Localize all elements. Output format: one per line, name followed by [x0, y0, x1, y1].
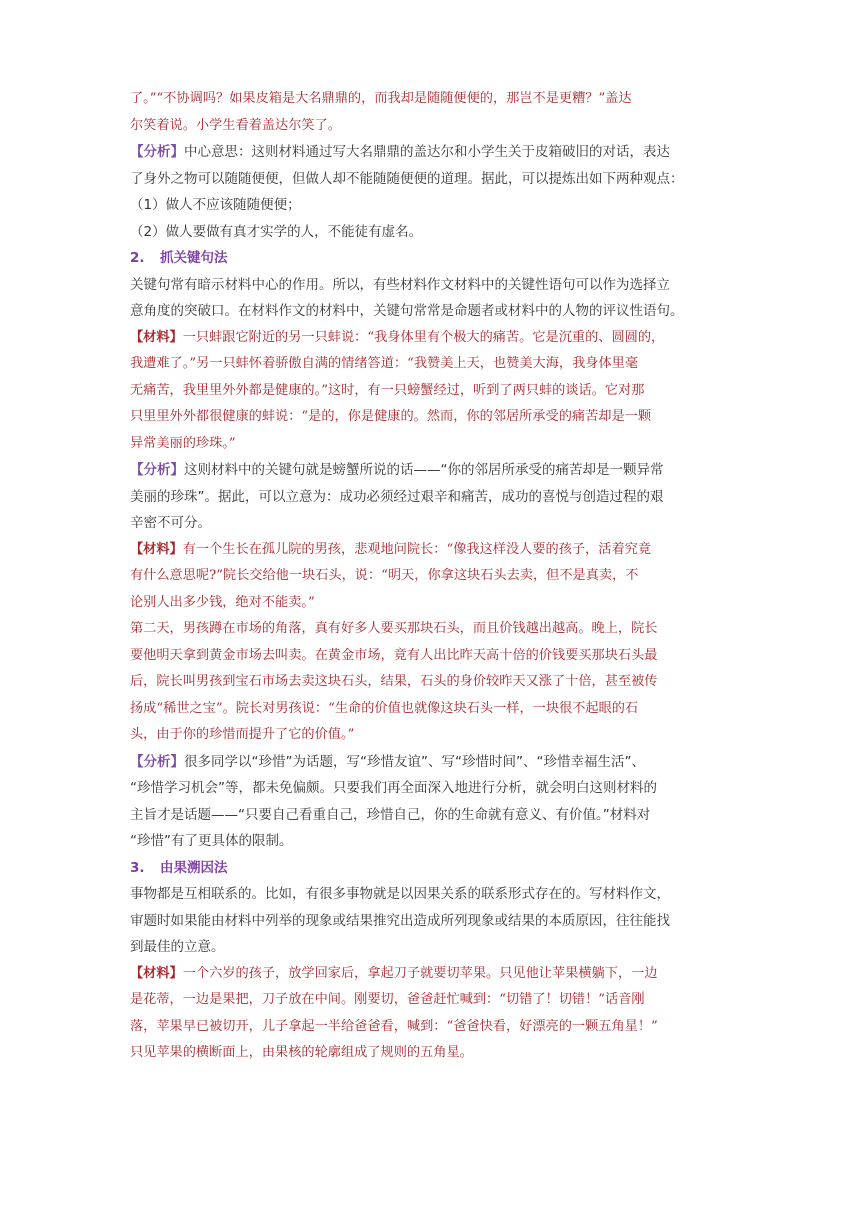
material-text: 有一个生长在孤儿院的男孩，悲观地问院长：“像我这样没人要的孩子，活着究竟	[182, 541, 652, 557]
material-paragraph	[130, 537, 734, 564]
material-text: 了。”“不协调吗？如果皮箱是大名鼎鼎的，而我却是随随便便的，那岂不是更糟？”盖达	[130, 91, 632, 106]
material-text: 头，由于你的珍惜而提升了它的价值。”	[130, 727, 355, 742]
analysis-text: 辛密不可分。	[130, 515, 211, 531]
analysis-paragraph	[130, 749, 734, 776]
material-text: 一个六岁的孩子，放学回家后，拿起刀子就要切苹果。只见他让苹果横躺下，一边	[182, 965, 658, 981]
analysis-text: “珍惜”有了更具体的限制。	[130, 833, 293, 849]
material-text: 有什么意思呢?”院长交给他一块石头，说：“明天，你拿这块石头去卖，但不是真卖，不	[130, 568, 639, 583]
analysis-tag: 【分析】	[130, 753, 184, 770]
material-text: 扬成“稀世之宝”。院长对男孩说：“生命的价值也就像这块石头一样，一块很不起眼的石	[130, 700, 639, 716]
section-title: 由果溯因法	[160, 859, 228, 876]
material-text: 尔笑着说。小学生看着盖达尔笑了。	[130, 117, 341, 133]
material-text: 无痛苦，我里里外外都是健康的。”这时，有一只螃蟹经过，听到了两只蚌的谈话。它对那	[130, 382, 645, 398]
material-text: 第二天，男孩蹲在市场的角落，真有好多人要买那块石头，而且价钱越出越高。晚上，院长	[130, 621, 658, 636]
material-paragraph	[130, 961, 734, 988]
body-text: 审题时如果能由材料中列举的现象或结果推究出造成所列现象或结果的本质原因，往往能找	[130, 912, 670, 929]
body-text: 意角度的突破口。在材料作文的材料中，关键句常常是命题者或材料中的人物的评议性语句。	[130, 303, 684, 319]
analysis-text: “珍惜学习机会”等，都未免偏颇。只要我们再全面深入地进行分析，就会明白这则材料的	[130, 780, 657, 796]
material-text: 异常美丽的珍珠。”	[130, 435, 236, 451]
section-number: 2.	[130, 250, 145, 266]
section-heading	[130, 855, 734, 882]
analysis-text: 很多同学以“珍惜”为话题，写“珍惜友谊”、写“珍惜时间”、“珍惜幸福生活”、	[184, 753, 645, 770]
analysis-text: 主旨才是话题——“只要自己看重自己，珍惜自己，你的生命就有意义、有价值。”材料对	[130, 806, 651, 823]
section-heading	[130, 245, 734, 272]
viewpoint-item: （2）做人要做有真才实学的人，不能徒有虚名。	[130, 223, 423, 240]
analysis-text: 了身外之物可以随随便便，但做人却不能随随便便的道理。据此，可以提炼出如下两种观点：	[130, 170, 684, 187]
body-text: 到最佳的立意。	[130, 939, 225, 955]
material-tag: 【材料】	[130, 541, 183, 557]
material-text: 要他明天拿到黄金市场去叫卖。在黄金市场，竟有人出比昨天高十倍的价钱要买那块石头最	[130, 647, 658, 663]
body-text: 关键句常有暗示材料中心的作用。所以，有些材料作文材料中的关键性语句可以作为选择立	[130, 276, 670, 293]
material-text: 落，苹果早已被切开，儿子拿起一半给爸爸看，喊到：“爸爸快看，好漂亮的一颗五角星！”	[130, 1018, 658, 1034]
section-title: 抓关键句法	[160, 250, 228, 266]
section-number: 3.	[130, 859, 145, 876]
document-body	[130, 86, 734, 1067]
analysis-text: 这则材料中的关键句就是螃蟹所说的话——“你的邻居所承受的痛苦却是一颗异常	[184, 462, 664, 478]
material-text: 后，院长叫男孩到宝石市场去卖这块石头，结果，石头的身价较昨天又涨了十倍，甚至被传	[130, 674, 658, 689]
analysis-tag: 【分析】	[130, 462, 184, 478]
material-paragraph	[130, 325, 734, 352]
material-tag: 【材料】	[130, 329, 183, 345]
analysis-text: 美丽的珍珠”。据此，可以立意为：成功必须经过艰辛和痛苦，成功的喜悦与创造过程的艰	[130, 488, 664, 505]
material-text: 一只蚌跟它附近的另一只蚌说：“我身体里有个极大的痛苦。它是沉重的、圆圆的，	[182, 329, 665, 345]
material-text: 我遭难了。”另一只蚌怀着骄傲自满的情绪答道：“我赞美上天，也赞美大海，我身体里毫	[130, 356, 639, 371]
analysis-paragraph	[130, 139, 734, 166]
body-text: 事物都是互相联系的。比如，有很多事物就是以因果关系的联系形式存在的。写材料作文，	[130, 886, 670, 902]
material-text: 只见苹果的横断面上，由果核的轮廓组成了规则的五角星。	[130, 1045, 473, 1060]
material-text: 论别人出多少钱，绝对不能卖。”	[130, 594, 315, 610]
analysis-paragraph	[130, 457, 734, 484]
material-text: 只里里外外都很健康的蚌说：“是的，你是健康的。然而，你的邻居所承受的痛苦却是一颗	[130, 409, 652, 424]
analysis-text: 中心意思：这则材料通过写大名鼎鼎的盖达尔和小学生关于皮箱破旧的对话，表达	[184, 144, 670, 160]
material-tag: 【材料】	[130, 965, 183, 981]
viewpoint-item: （1）做人不应该随随便便；	[130, 197, 301, 213]
material-text: 是花蒂，一边是果把，刀子放在中间。刚要切，爸爸赶忙喊到：“切错了！切错！”话音刚	[130, 992, 645, 1007]
analysis-tag: 【分析】	[130, 144, 184, 160]
